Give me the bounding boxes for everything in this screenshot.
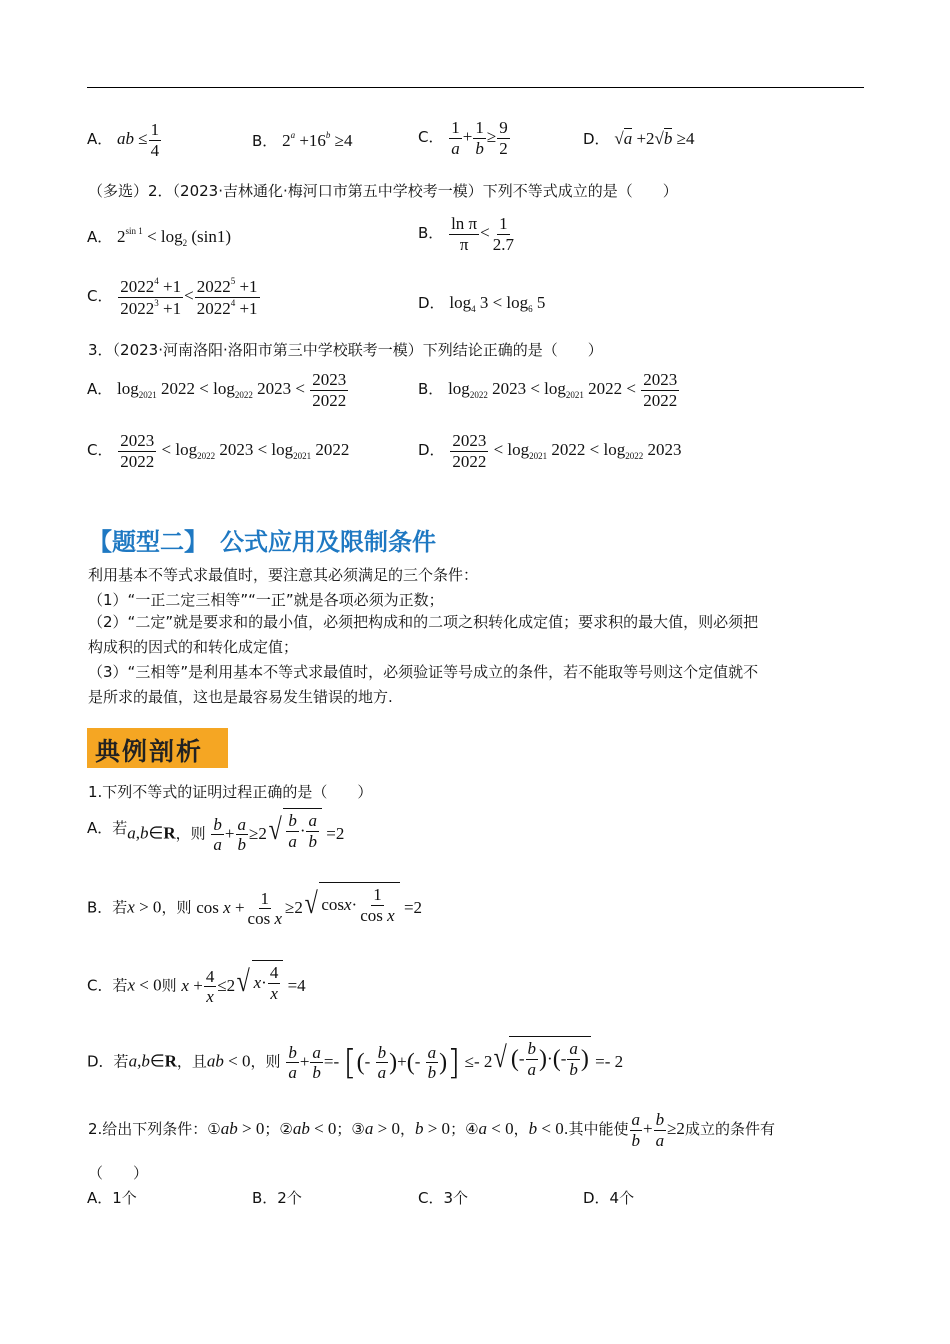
section-line-6: 是所求的最值，这也是最容易发生错误的地方. [88, 688, 393, 706]
q3-option-a[interactable]: A． $\log_{2021} 2022 < \log_{2022} 2023$ < $\frac{2023}{2022}$ [87, 370, 347, 410]
section-line-5: （3）“三相等”是利用基本不等式求最值时，必须验证等号成立的条件，若不能取等号则这个定值就不 [88, 663, 759, 681]
ex2-option-d[interactable]: D．4个 [583, 1189, 635, 1207]
example-badge: 典例剖析 [87, 728, 228, 768]
header-rule [87, 87, 864, 88]
q2-option-a[interactable]: A． $2^{sin 1} < \log_2 (\sin 1)$ [87, 226, 232, 248]
ex1-option-c[interactable]: C．若x < 0则 x + $\frac{4}{x}$ ≤2 √ x · $\frac{4}{x}$ =4 [87, 960, 306, 1007]
ex2-option-a[interactable]: A．1个 [87, 1189, 137, 1207]
ex2-option-c[interactable]: C．3个 [418, 1189, 469, 1207]
q3-option-b[interactable]: B． $\log_{2022} 2023 < \log_{2021} 2022$ < $\frac{2023}{2022}$ [418, 370, 678, 410]
ex1-option-b[interactable]: B．若x > 0，则 cos x + $\frac{1}{\text{cos x}}$ ≥2 √ cos x · $\frac{1}{\text{cos x}}$ =2 [87, 882, 422, 929]
section-title: 【题型二】 公式应用及限制条件 [88, 528, 436, 556]
ex2-answer-paren: （ ） [88, 1164, 149, 1182]
q2-stem: （多选）2．（2023·吉林通化·梅河口市第五中学校考一模）下列不等式成立的是（ ） [88, 182, 678, 200]
ex1-option-a[interactable]: A．若a,b∈R，则 $\frac{b}{a}$ + $\frac{a}{b}$ ≥2 √ $\frac{b}{a}$ · $\frac{a}{b}$ =2 [87, 808, 344, 855]
section-line-3: （2）“二定”就是要求和的最小值，必须把构成和的二项之积转化成定值；要求积的最大值，则必须把 [88, 613, 759, 631]
q2-option-b[interactable]: B． $\frac{\text{ln π}}{\pi}$ < $\frac{1}{2.7}$ [418, 214, 514, 254]
section-line-1: 利用基本不等式求最值时，要注意其必须满足的三个条件： [88, 566, 479, 584]
section-line-4: 构成积的因式的和转化成定值； [88, 638, 299, 656]
q1-option-b[interactable]: B． $2^a +16^b \ge 4$ [252, 130, 353, 150]
q3-stem: 3．（2023·河南洛阳·洛阳市第三中学校联考一模）下列结论正确的是（ ） [88, 341, 603, 359]
ex1-option-d[interactable]: D．若a,b∈R，且ab < 0，则 $\frac{b}{a}$ + $\frac{a}{b}$ =- [(- $\frac{b}{a}$ )+(- $\frac{a}{b}$ )] ≤- 2 √ ( - $\frac{b}{a}$ ) · ( - $\frac{a}{b}$ ) =- 2 [87, 1036, 623, 1083]
q1-option-a[interactable]: A． ab ≤ $\frac{1}{4}$ [87, 120, 160, 160]
ex2-option-b[interactable]: B．2个 [252, 1189, 302, 1207]
q1-option-c[interactable]: C． $\frac{1}{a}$ + $\frac{1}{b}$ ≥ $\frac{9}{2}$ [418, 118, 508, 158]
ex1-stem: 1.下列不等式的证明过程正确的是（ ） [88, 783, 373, 801]
ex2-stem: 2.给出下列条件：①ab > 0；②ab < 0；③a > 0，b > 0；④a < 0，b < 0.其中能使 $\frac{a}{b}$ + $\frac{b}{a}$ ≥2成立的条件有 [88, 1110, 775, 1150]
q2-option-d[interactable]: D． $\log_4 3 < \log_6 5$ [418, 293, 546, 314]
section-line-2: （1）“一正二定三相等”“一正”就是各项必须为正数； [88, 591, 444, 609]
q3-option-c[interactable]: C． $\frac{2023}{2022}$ < $\log_{2022} 2023 < \log_{2021} 2022$ [87, 431, 350, 471]
q2-option-c[interactable]: C． $\frac{2022^4 +1}{2022^3 +1}$ < $\frac{2022^5 +1}{2022^4 +1}$ [87, 276, 258, 318]
q1-option-d[interactable]: D． √a +2√b ≥4 [583, 129, 695, 148]
q3-option-d[interactable]: D． $\frac{2023}{2022}$ < $\log_{2021} 2022 < \log_{2022} 2023$ [418, 431, 682, 471]
